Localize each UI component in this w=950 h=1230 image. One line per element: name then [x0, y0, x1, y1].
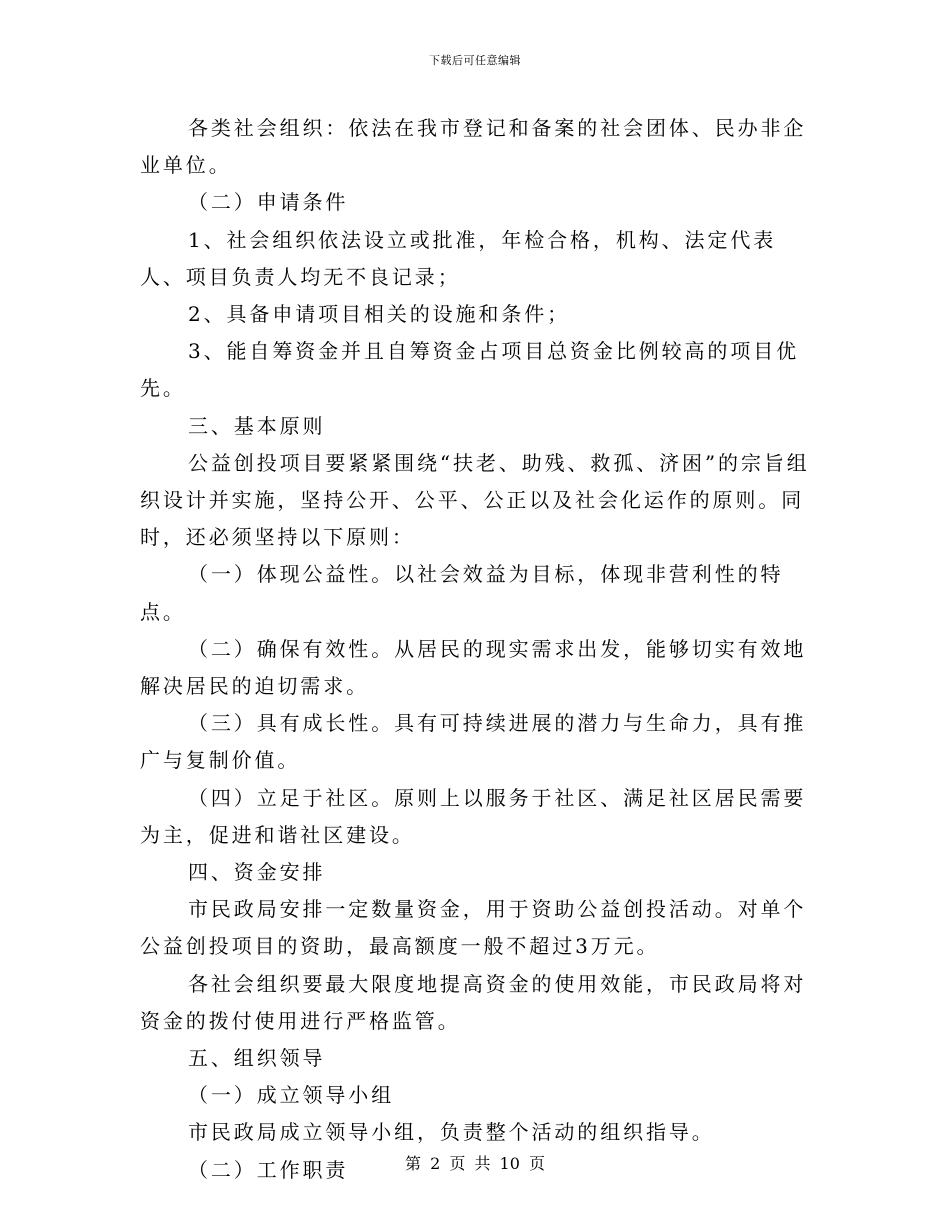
paragraph: 2、具备申请项目相关的设施和条件；: [188, 302, 571, 327]
page-number-footer: 第 2 页 共 10 页: [405, 1154, 545, 1173]
section-subheading: （一）成立领导小组: [188, 1083, 395, 1108]
paragraph: （三）具有成长性。具有可持续进展的潜力与生命力，具有推广与复制价值。: [140, 711, 807, 773]
document-body: [140, 110, 810, 1189]
header-note: 下载后可任意编辑: [429, 54, 521, 67]
paragraph: 各社会组织要最大限度地提高资金的使用效能，市民政局将对资金的拨付使用进行严格监管。: [140, 971, 807, 1033]
paragraph: 公益创投项目要紧紧围绕“扶老、助残、救孤、济困”的宗旨组织设计并实施，坚持公开、公平、公正以及社会化运作的原则。同时，还必须坚持以下原则：: [140, 450, 810, 550]
section-subheading: （二）工作职责: [188, 1157, 349, 1182]
paragraph: 各类社会组织：依法在我市登记和备案的社会团体、民办非企业单位。: [140, 116, 807, 178]
paragraph: 市民政局成立领导小组，负责整个活动的组织指导。: [188, 1120, 715, 1145]
paragraph: （一）体现公益性。以社会效益为目标，体现非营利性的特点。: [140, 562, 784, 624]
paragraph: 市民政局安排一定数量资金，用于资助公益创投活动。对单个公益创投项目的资助，最高额度一般不超过3万元。: [140, 897, 807, 959]
section-heading: 四、资金安排: [188, 860, 326, 885]
paragraph: （四）立足于社区。原则上以服务于社区、满足社区居民需要为主，促进和谐社区建设。: [140, 785, 807, 847]
section-subheading: （二）申请条件: [188, 190, 349, 215]
paragraph: 3、能自筹资金并且自筹资金占项目总资金比例较高的项目优先。: [140, 339, 800, 401]
paragraph: （二）确保有效性。从居民的现实需求出发，能够切实有效地解决居民的迫切需求。: [140, 636, 807, 699]
section-heading: 三、基本原则: [188, 413, 326, 438]
section-heading: 五、组织领导: [188, 1046, 326, 1071]
paragraph: 1、社会组织依法设立或批准，年检合格，机构、法定代表人、项目负责人均无不良记录；: [140, 227, 777, 289]
